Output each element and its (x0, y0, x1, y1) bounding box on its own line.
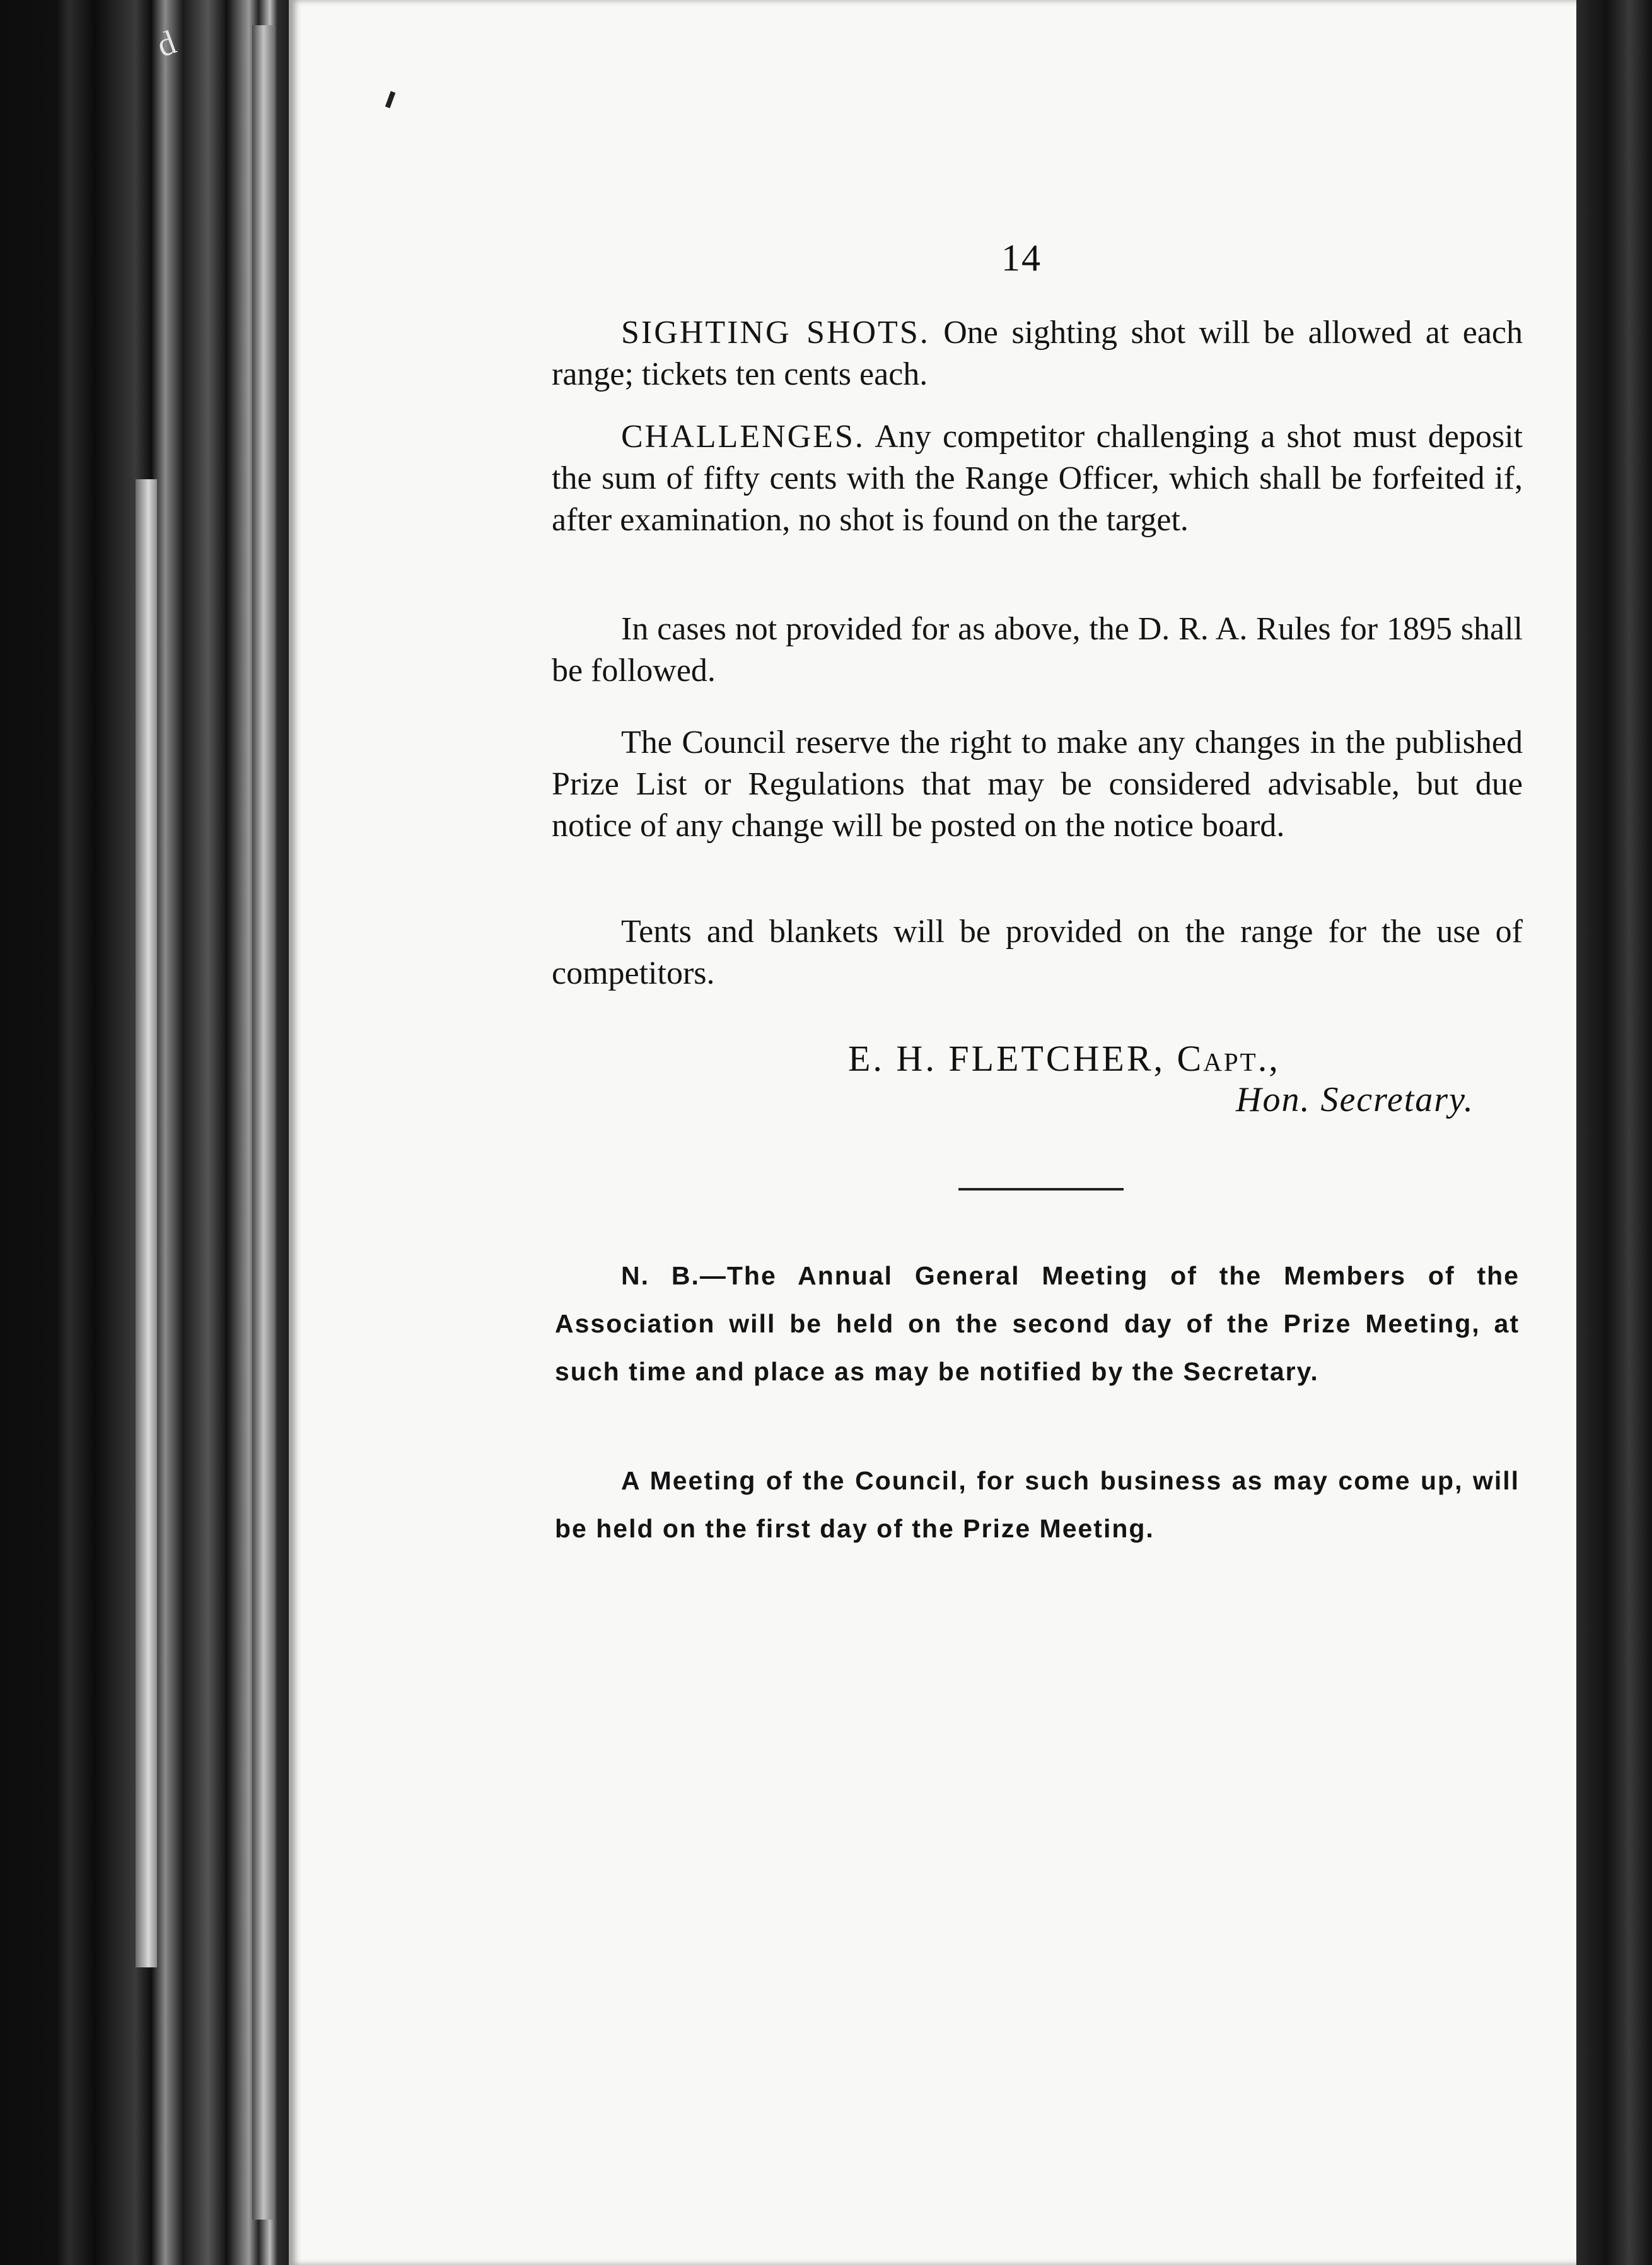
signature-name (848, 1037, 1280, 1080)
book-edge (0, 0, 296, 2265)
note-council-meeting-text: A Meeting of the Council, for such business as may come up, will be held on the first day of the Prize Meeting. (555, 1466, 1520, 1543)
sighting-shots-body: One sighting shot will be allowed at each range; tickets ten cents each. (552, 315, 1523, 392)
note-council-meeting (555, 1457, 1520, 1552)
paragraph-cases (552, 608, 1523, 692)
tents-text: Tents and blankets will be provided on the range for the use of competitors. (552, 914, 1523, 991)
note-annual-meeting (555, 1252, 1520, 1395)
right-book-edge (1576, 0, 1652, 2265)
council-reserve-text: The Council reserve the right to make any changes in the published Prize List or Regulations that may be considered advisable, but due notice of any change will be posted on the notice board. (552, 725, 1523, 844)
signature-rank: Capt., (1177, 1038, 1280, 1079)
paragraph-council-reserve (552, 722, 1523, 847)
section-divider (958, 1188, 1124, 1191)
book-edge-mark: ᵈ (150, 19, 189, 84)
paragraph-challenges (552, 416, 1523, 541)
paragraph-tents (552, 911, 1523, 994)
challenges-heading: CHALLENGES. (621, 419, 865, 455)
sighting-shots-heading: SIGHTING SHOTS. (621, 315, 930, 351)
paragraph-sighting-shots (552, 312, 1523, 395)
signature-name-text: E. H. FLETCHER, (848, 1038, 1166, 1079)
cases-text: In cases not provided for as above, the D. R. A. Rules for 1895 shall be followed. (552, 611, 1523, 689)
challenges-body: Any competitor challenging a shot must deposit the sum of fifty cents with the Range Officer, which shall be forfeited if, after examination, no shot is found on the target. (552, 419, 1523, 538)
note-annual-meeting-text: N. B.—The Annual General Meeting of the Members of the Association will be held on the second day of the Prize Meeting, at such time and place as may be notified by the Secretary. (555, 1261, 1520, 1386)
page-number: 14 (1001, 237, 1042, 279)
book-edge-pale-column (252, 25, 275, 2220)
book-edge-light-strip (136, 479, 157, 1967)
signature-title: Hon. Secretary. (1236, 1080, 1474, 1119)
